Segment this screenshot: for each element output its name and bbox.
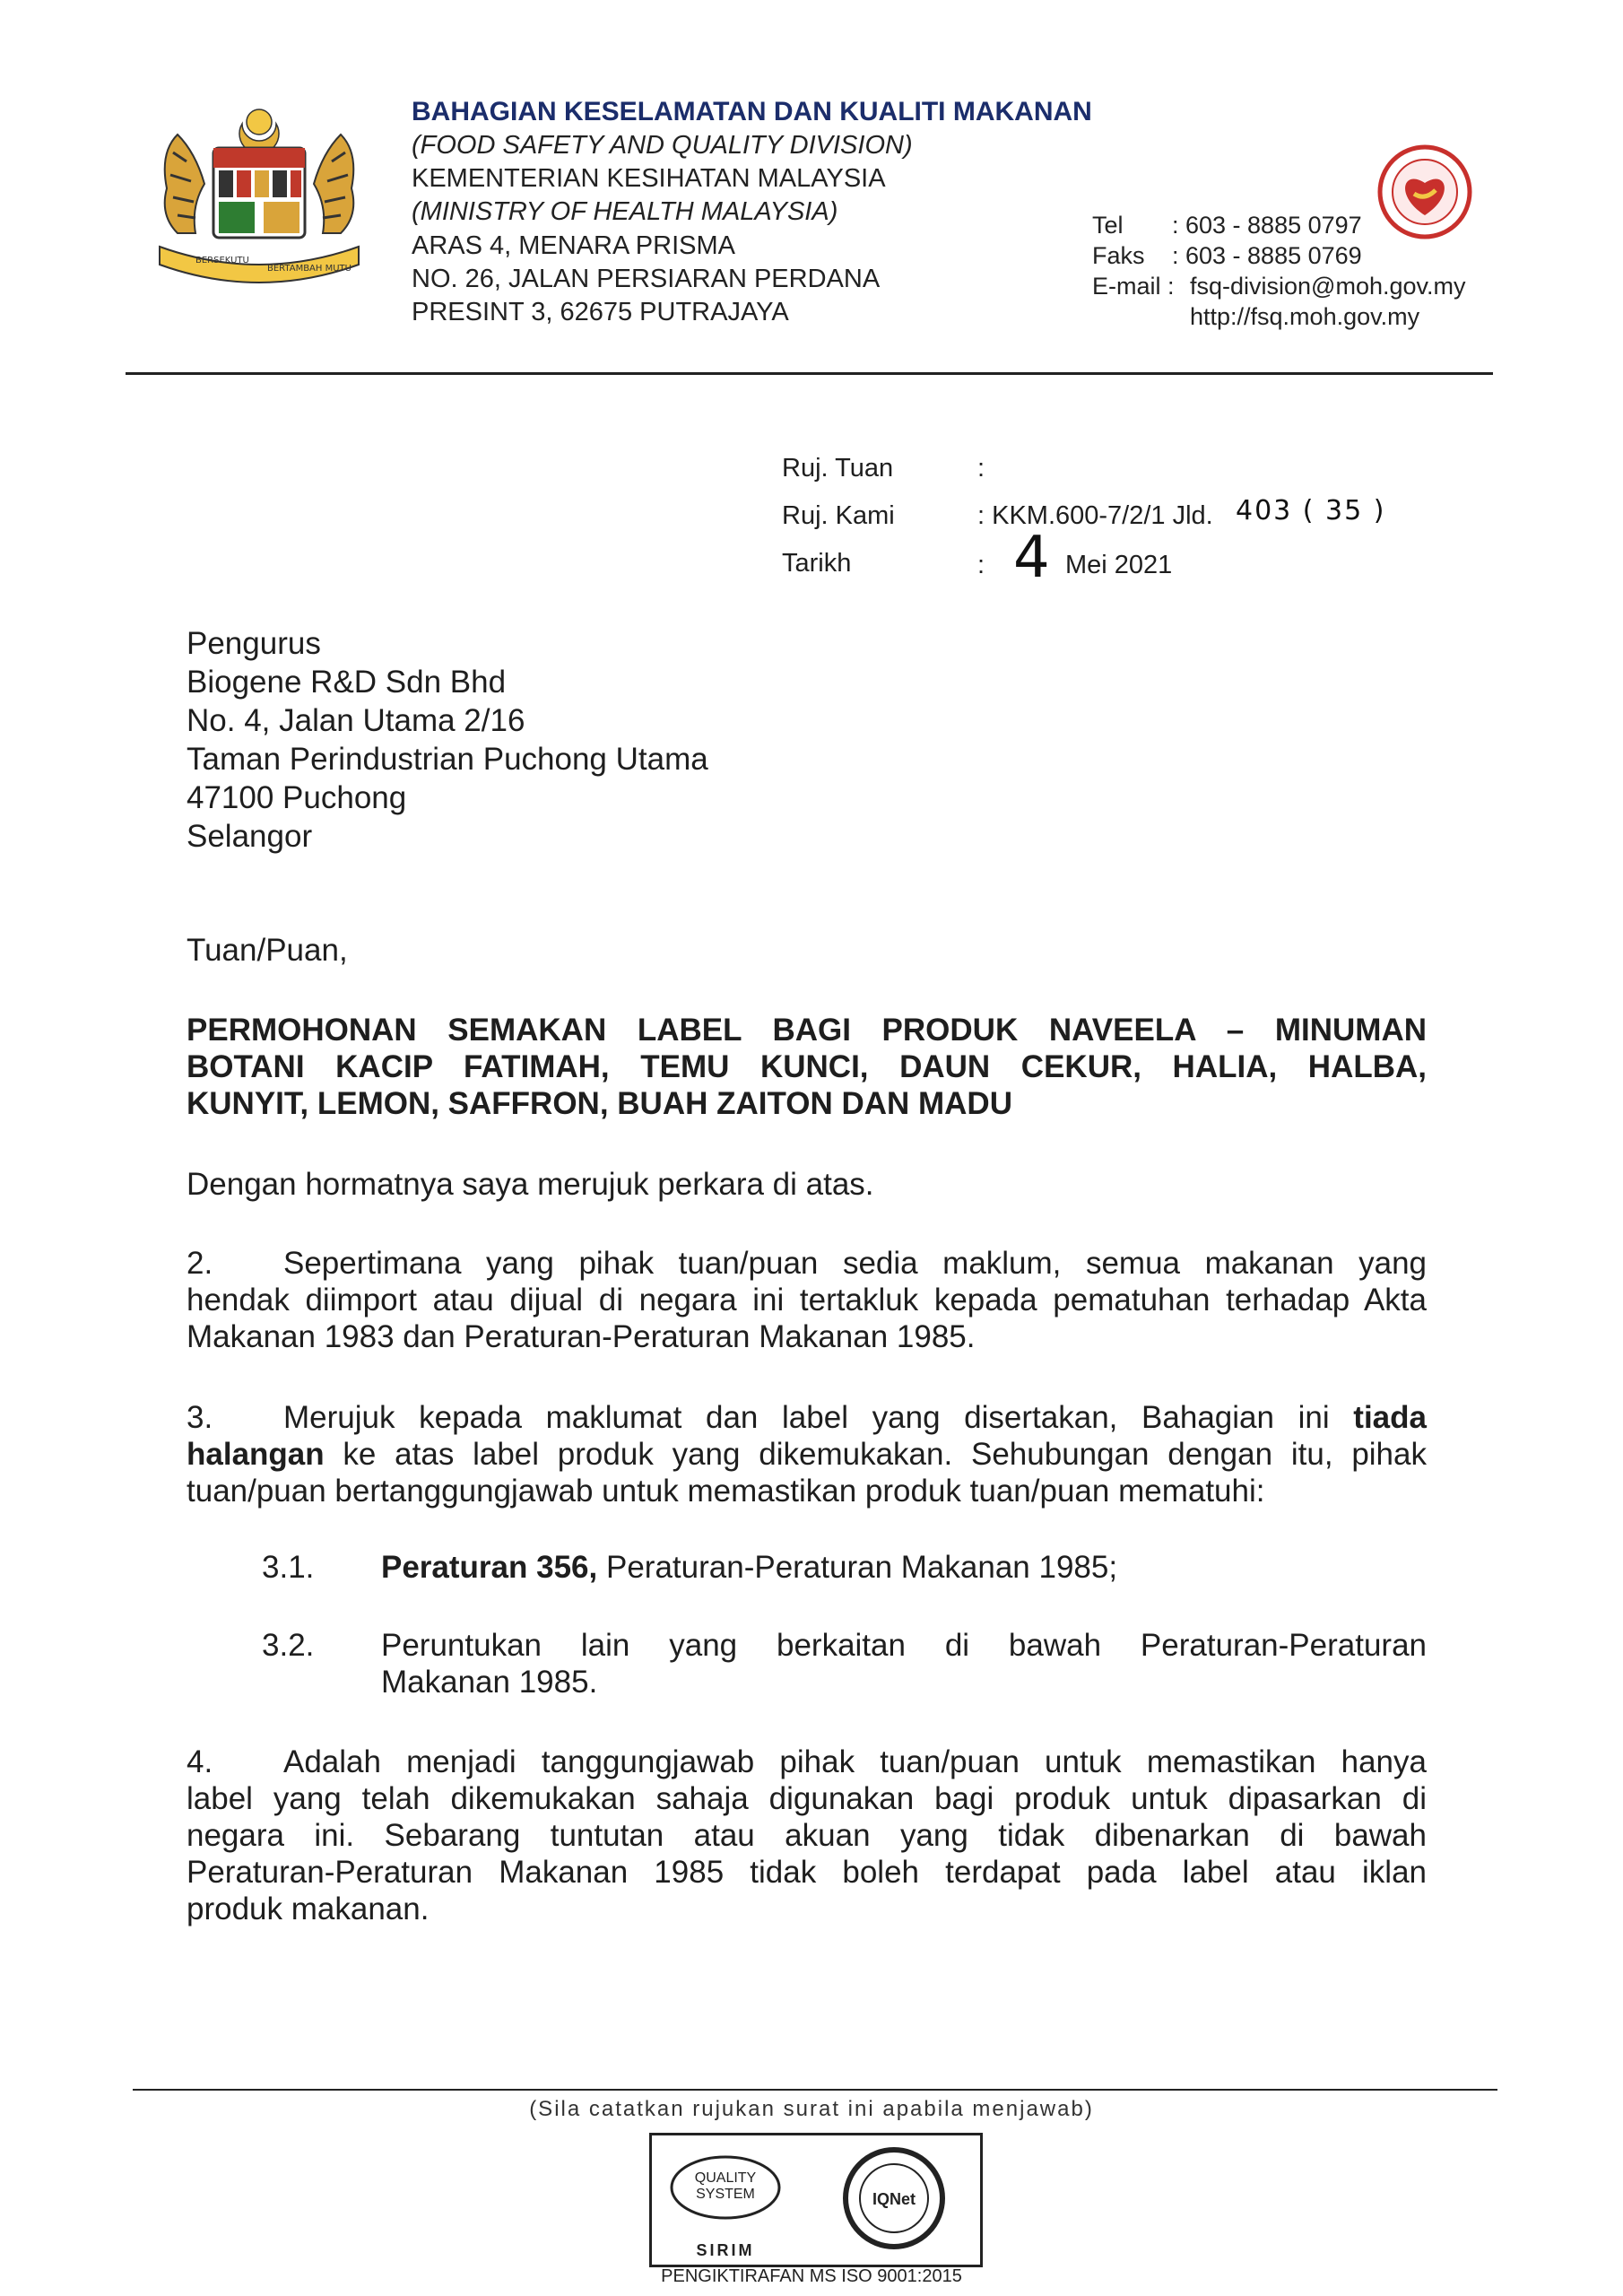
recipient-line-5: 47100 Puchong [187, 780, 407, 815]
address-line-1: ARAS 4, MENARA PRISMA [412, 231, 735, 260]
paragraph-3-line-2a: halangan [187, 1437, 325, 1472]
paragraph-4-line-5: produk makanan. [187, 1892, 430, 1926]
subject-line-2: BOTANI KACIP FATIMAH, TEMU KUNCI, DAUN CEKUR, HALIA, HALBA, [187, 1049, 1427, 1084]
tarikh-day-handwritten: 4 [1013, 525, 1050, 591]
crest-motto-left: BERSEKUTU [195, 256, 249, 265]
tarikh-month-year: Mei 2021 [1065, 551, 1173, 579]
ruj-tuan-label: Ruj. Tuan [782, 454, 894, 483]
iqnet-text: IQNet [872, 2190, 916, 2208]
ruj-tuan-value: : [977, 454, 985, 483]
certification-box [649, 2133, 983, 2267]
division-title-en: (FOOD SAFETY AND QUALITY DIVISION) [412, 131, 913, 160]
paragraph-3-line-1b: tiada [1353, 1400, 1427, 1435]
paragraph-3-number: 3. [187, 1400, 213, 1435]
ministry-name-en: (MINISTRY OF HEALTH MALAYSIA) [412, 197, 838, 226]
paragraph-2-line-3: Makanan 1983 dan Peraturan-Peraturan Makanan 1985. [187, 1319, 976, 1354]
division-title: BAHAGIAN KESELAMATAN DAN KUALITI MAKANAN [412, 97, 1092, 126]
item-3-1-text: Peraturan-Peraturan Makanan 1985; [605, 1550, 1118, 1585]
paragraph-3-line-3: tuan/puan bertanggungjawab untuk memastikan produk tuan/puan mematuhi: [187, 1474, 1265, 1509]
fax-value: : 603 - 8885 0769 [1172, 242, 1362, 269]
ministry-name: KEMENTERIAN KESIHATAN MALAYSIA [412, 164, 886, 193]
tarikh-label: Tarikh [782, 549, 852, 578]
paragraph-3 [187, 1399, 1427, 1509]
recipient-line-1: Pengurus [187, 626, 321, 661]
opening-paragraph [187, 1166, 1427, 1203]
address-line-3: PRESINT 3, 62675 PUTRAJAYA [412, 298, 789, 326]
paragraph-4-line-3: negara ini. Sebarang tuntutan atau akuan yang tidak dibenarkan di bawah [187, 1818, 1427, 1853]
paragraph-3-line-2b: ke atas label produk yang dikemukakan. Sehubungan dengan itu, pihak [343, 1437, 1427, 1472]
paragraph-4 [187, 1744, 1427, 1927]
item-3-2-number: 3.2. [262, 1628, 315, 1663]
subject-line-1: PERMOHONAN SEMAKAN LABEL BAGI PRODUK NAVEELA – MINUMAN [187, 1013, 1427, 1048]
paragraph-4-line-4: Peraturan-Peraturan Makanan 1985 tidak boleh terdapat pada label atau iklan [187, 1855, 1427, 1890]
item-3-2-line-2: Makanan 1985. [381, 1665, 598, 1700]
paragraph-4-line-1: Adalah menjadi tanggungjawab pihak tuan/puan untuk memastikan hanya [283, 1744, 1427, 1779]
certification-logos [652, 2135, 980, 2265]
paragraph-3-line-1a: Merujuk kepada maklumat dan label yang disertakan, Bahagian ini [283, 1400, 1330, 1435]
paragraph-2 [187, 1245, 1427, 1355]
system-text: SYSTEM [696, 2187, 755, 2202]
header-divider [126, 372, 1493, 375]
paragraph-4-line-2: label yang telah dikemukakan sahaja digunakan bagi produk untuk dipasarkan di [187, 1781, 1427, 1816]
quality-text: QUALITY [694, 2170, 757, 2186]
ruj-kami-handwritten: 403 ( 35 ) [1236, 495, 1386, 526]
crest-motto-right: BERTAMBAH MUTU [267, 264, 352, 274]
email-value[interactable]: fsq-division@moh.gov.my [1190, 273, 1466, 300]
address-line-2: NO. 26, JALAN PERSIARAN PERDANA [412, 265, 881, 293]
item-3-1-bold: Peraturan 356, [381, 1550, 598, 1585]
email-label: E-mail : [1092, 273, 1175, 300]
health-seal-logo [1376, 144, 1473, 240]
recipient-line-2: Biogene R&D Sdn Bhd [187, 665, 507, 700]
sirim-text: SIRIM [696, 2241, 755, 2259]
item-3-1 [381, 1549, 1427, 1586]
certification-caption: PENGIKTIRAFAN MS ISO 9001:2015 [661, 2266, 962, 2286]
tel-value: : 603 - 8885 0797 [1172, 212, 1362, 239]
paragraph-2-line-1: Sepertimana yang pihak tuan/puan sedia maklum, semua makanan yang [283, 1246, 1427, 1281]
tel-label: Tel [1092, 212, 1124, 239]
fax-label: Faks [1092, 242, 1145, 269]
paragraph-4-number: 4. [187, 1744, 213, 1779]
recipient-line-6: Selangor [187, 819, 313, 854]
opening-line: Dengan hormatnya saya merujuk perkara di atas. [187, 1167, 874, 1202]
salutation: Tuan/Puan, [187, 933, 348, 968]
item-3-2 [381, 1627, 1427, 1700]
footer-note: (Sila catatkan rujukan surat ini apabila menjawab) [529, 2097, 1094, 2121]
ruj-kami-value: : KKM.600-7/2/1 Jld. [977, 501, 1213, 530]
subject-heading [187, 1012, 1427, 1122]
tarikh-colon: : [977, 551, 985, 579]
item-3-1-number: 3.1. [262, 1550, 315, 1585]
ruj-kami-label: Ruj. Kami [782, 501, 895, 530]
subject-line-3: KUNYIT, LEMON, SAFFRON, BUAH ZAITON DAN MADU [187, 1086, 1012, 1121]
malaysia-coat-of-arms-logo [142, 99, 377, 287]
paragraph-2-number: 2. [187, 1246, 213, 1281]
footer-divider [133, 2089, 1497, 2091]
recipient-line-4: Taman Perindustrian Puchong Utama [187, 742, 708, 777]
item-3-2-line-1: Peruntukan lain yang berkaitan di bawah Peraturan-Peraturan [381, 1628, 1427, 1663]
website-link[interactable]: http://fsq.moh.gov.my [1190, 303, 1420, 330]
recipient-line-3: No. 4, Jalan Utama 2/16 [187, 703, 525, 738]
paragraph-2-line-2: hendak diimport atau dijual di negara ini tertakluk kepada pematuhan terhadap Akta [187, 1283, 1427, 1318]
